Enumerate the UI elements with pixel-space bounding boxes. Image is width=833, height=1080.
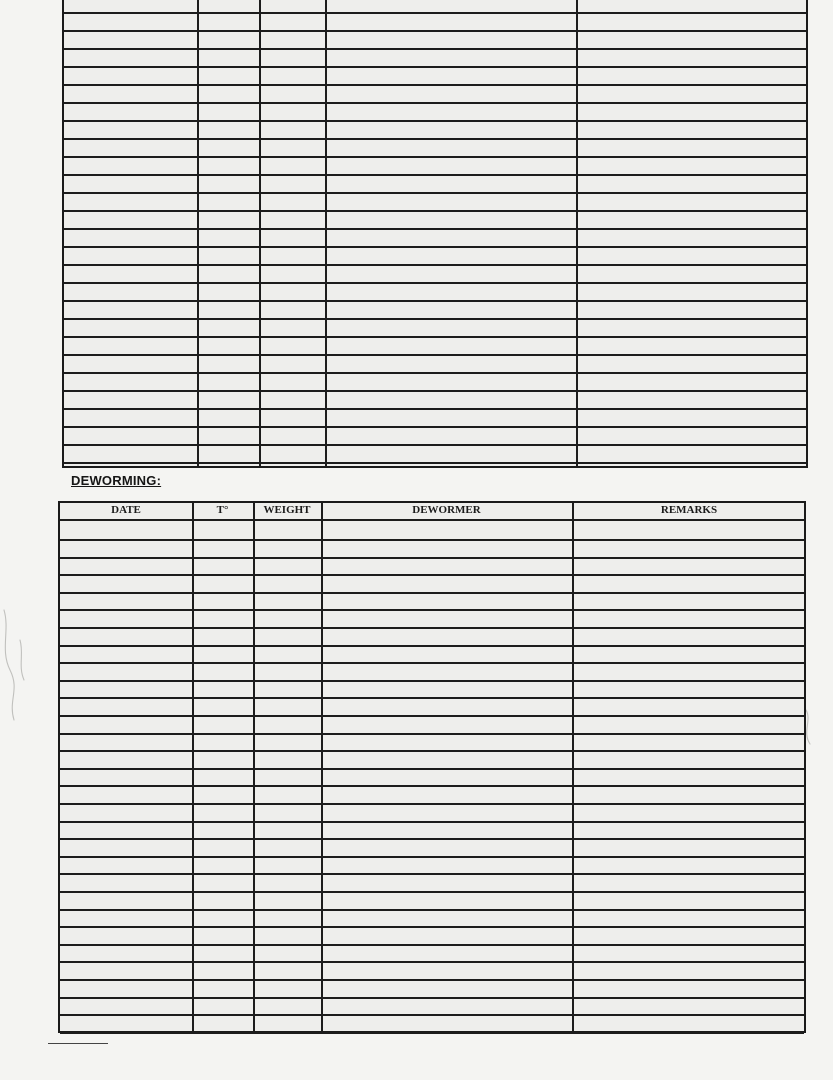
deworming-table-row-line (60, 997, 804, 999)
record-table-row-line (64, 228, 806, 230)
record-table-row-line (64, 246, 806, 248)
record-table-row-line (64, 444, 806, 446)
record-table-row-line (64, 408, 806, 410)
record-table-column-line (576, 0, 578, 466)
deworming-table-row-line (60, 733, 804, 735)
deworming-table-row-line (60, 979, 804, 981)
deworming-table-row-line (60, 750, 804, 752)
record-table-row-line (64, 336, 806, 338)
record-table-row-line (64, 282, 806, 284)
deworming-table (58, 501, 806, 1033)
record-table-row-line (64, 372, 806, 374)
deworming-table-row-line (60, 926, 804, 928)
record-table-row-line (64, 318, 806, 320)
record-table-column-line (259, 0, 261, 466)
record-table-column-line (197, 0, 199, 466)
deworming-table-row-line (60, 627, 804, 629)
deworming-table-row-line (60, 838, 804, 840)
deworming-heading: DEWORMING: (71, 473, 162, 488)
deworming-table-row-line (60, 803, 804, 805)
record-table-row-line (64, 210, 806, 212)
col-header-weight: WEIGHT (263, 503, 311, 516)
record-table-row-line (64, 66, 806, 68)
deworming-table-row-line (60, 785, 804, 787)
col-header-remarks: REMARKS (660, 503, 718, 516)
record-table-row-line (64, 192, 806, 194)
deworming-table-row-line (60, 662, 804, 664)
record-table-row-line (64, 102, 806, 104)
deworming-table-row-line (60, 609, 804, 611)
record-table-row-line (64, 300, 806, 302)
page-edge-mark (48, 1043, 108, 1044)
deworming-table-column-line (572, 503, 574, 1031)
deworming-table-row-line (60, 961, 804, 963)
deworming-table-row-line (60, 856, 804, 858)
deworming-table-row-line (60, 592, 804, 594)
deworming-table-row-line (60, 1032, 804, 1034)
record-table-column-line (325, 0, 327, 466)
deworming-table-column-line (253, 503, 255, 1031)
record-table-row-line (64, 462, 806, 464)
deworming-table-row-line (60, 680, 804, 682)
deworming-table-row-line (60, 539, 804, 541)
col-header-temperature: T° (216, 503, 229, 516)
record-table-row-line (64, 120, 806, 122)
col-header-date: DATE (111, 503, 141, 516)
deworming-table-row-line (60, 768, 804, 770)
deworming-table-column-line (192, 503, 194, 1031)
record-table-row-line (64, 390, 806, 392)
record-table-row-line (64, 84, 806, 86)
deworming-table-row-line (60, 1014, 804, 1016)
record-table-row-line (64, 264, 806, 266)
record-table-row-line (64, 354, 806, 356)
record-table-row-line (64, 12, 806, 14)
deworming-table-row-line (60, 909, 804, 911)
deworming-table-row-line (60, 715, 804, 717)
col-header-dewormer: DEWORMER (412, 503, 481, 516)
deworming-table-row-line (60, 873, 804, 875)
deworming-table-row-line (60, 557, 804, 559)
deworming-table-row-line (60, 891, 804, 893)
deworming-table-row-line (60, 944, 804, 946)
deworming-table-row-line (60, 519, 804, 521)
record-table-row-line (64, 138, 806, 140)
record-table-row-line (64, 426, 806, 428)
deworming-table-row-line (60, 645, 804, 647)
record-table-row-line (64, 156, 806, 158)
deworming-table-row-line (60, 821, 804, 823)
deworming-table-row-line (60, 574, 804, 576)
record-table-row-line (64, 174, 806, 176)
record-table-row-line (64, 30, 806, 32)
record-table-continued (62, 0, 808, 468)
deworming-table-row-line (60, 697, 804, 699)
deworming-table-column-line (321, 503, 323, 1031)
record-table-row-line (64, 48, 806, 50)
